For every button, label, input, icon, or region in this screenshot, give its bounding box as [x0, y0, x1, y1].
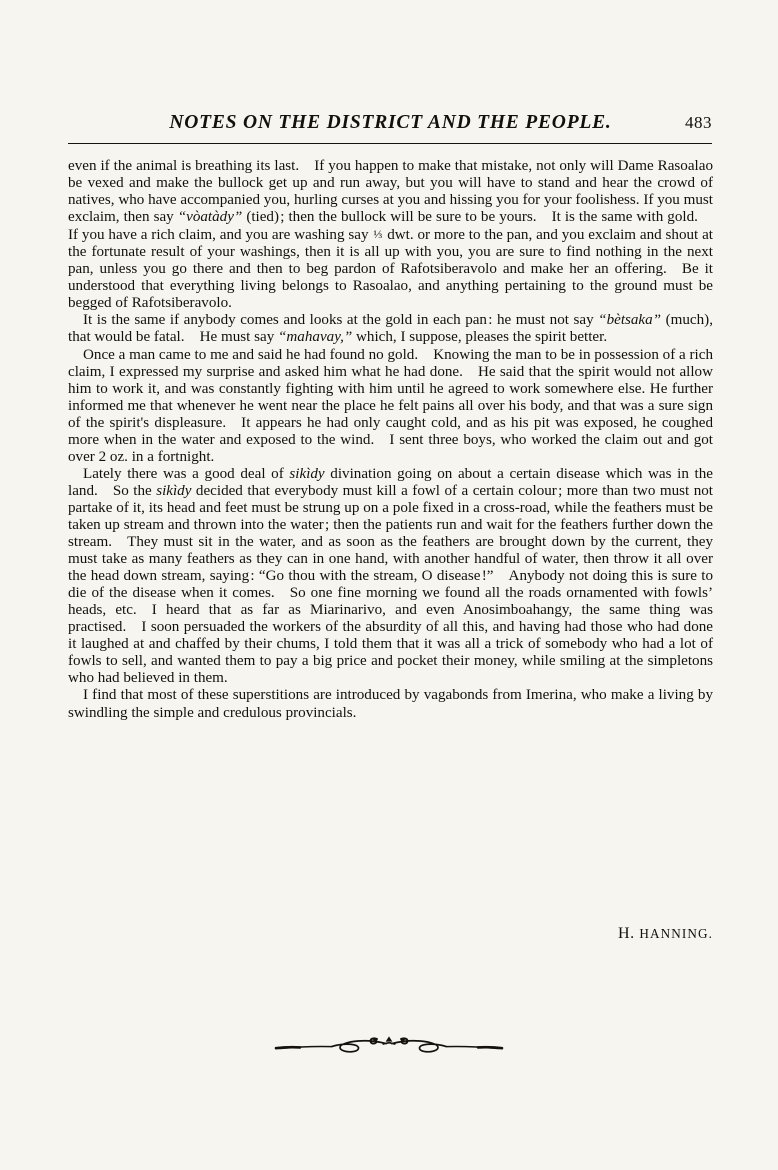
body-text-column: [68, 158, 713, 722]
para-bullock-and-gold: even if the animal is breathing its last. If you happen to make that mistake, not only will Dame Rasoalao be vexed and make the bullock get up and run away, but you will have to stand and hear the crowd of natives, who have accompanied you, hurling curses at you and hissing you for your foolishess. If you must exclaim, then say “vòatàdy” (tied) ; then the bullock will be sure to be yours. It is the same with gold. If you have a rich claim, and you are washing say ⅓ dwt. or more to the pan, and you exclaim and shout at the fortunate result of your washings, then it is all up with you, you are sure to find nothing in the next pan, unless you go there and then to beg pardon of Rafotsiberavolo and make her an offering. Be it understood that everything living belongs to Rasoalao, and anything pertaining to the ground must be begged of Rafotsiberavolo.: [68, 158, 713, 312]
signature-surname: HANNING.: [639, 926, 713, 941]
running-head: [68, 112, 712, 152]
para-no-gold: Once a man came to me and said he had found no gold. Knowing the man to be in possession of a rich claim, I expressed my surprise and asked him what he had done. He said that the spirit would not allow him to work it, and was constantly fighting with him until he agreed to work somewhere else. He further informed me that whenever he went near the place he felt pains all over his body, and that was a sure sign of the spirit's displeasure. It appears he had only caught cold, and as his pit was exposed, he coughed more when in the water and exposed to the wind. I sent three boys, who worked the claim out and got over 2 oz. in a fortnight.: [68, 346, 713, 465]
tail-piece-ornament: [0, 1032, 778, 1062]
para-vagabonds: I find that most of these superstitions are introduced by vagabonds from Imerina, who make a living by swindling the simple and credulous provincials.: [68, 687, 713, 721]
page-title: NOTES ON THE DISTRICT AND THE PEOPLE.: [169, 112, 612, 133]
running-head-row: [68, 112, 712, 138]
para-betsaka: It is the same if anybody comes and looks at the gold in each pan : he must not say “bètsaka” (much), that would be fatal. He must say “mahavay,” which, I suppose, pleases the spirit better.: [68, 312, 713, 346]
para-sikidy: Lately there was a good deal of sikìdy divination going on about a certain disease which was in the land. So the sikìdy decided that everybody must kill a fowl of a certain colour ; more than two must not partake of it, its head and feet must be strung up on a pole fixed in a cross-road, while the feathers must be taken up stream and thrown into the water ; then the patients run and wait for the feathers further down the stream. They must sit in the water, and as soon as the feathers are brought down by the current, they must take as many feathers as they can in one hand, with another handful of water, then throw it all over the head down stream, saying : “Go thou with the stream, O disease !” Anybody not doing this is sure to die of the disease when it comes. So one fine morning we found all the roads ornamented with fowls’ heads, etc. I heard that as far as Miarinarivo, and even Anosimboahangy, the same thing was practised. I soon persuaded the workers of the absurdity of all this, and having had those who had done it laughed at and chaffed by their chums, I told them that it was all a trick of somebody who had a lot of fowls to sell, and wanted them to pay a big price and pocket their money, while smiling at the simpletons who had believed in them.: [68, 465, 713, 687]
header-divider-rule: [68, 143, 712, 144]
author-signature: [68, 925, 741, 943]
page-number: 483: [685, 113, 712, 132]
signature-initial: H.: [617, 925, 635, 942]
